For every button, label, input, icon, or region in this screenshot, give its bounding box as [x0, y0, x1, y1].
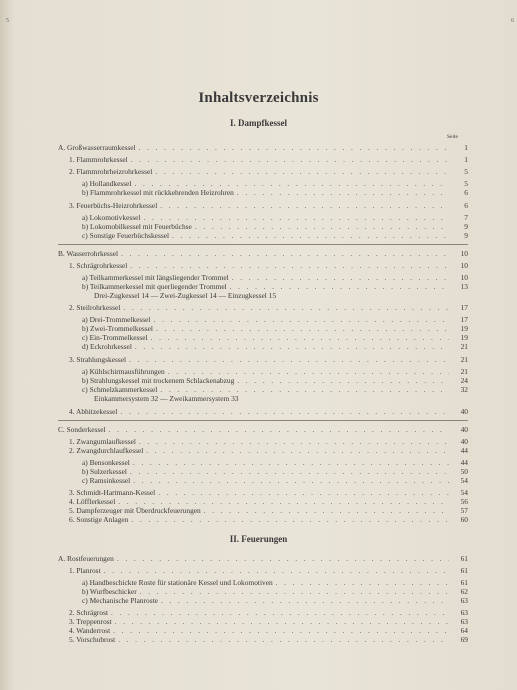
divider — [58, 244, 468, 245]
toc-entry-schraegrohrkessel: 1. Schrägrohrkessel . . . 10 — [69, 261, 468, 270]
toc-entry-flammrohrkessel: 1. Flammrohrkessel . . . 1 — [69, 155, 468, 164]
toc-entry-planrost: 1. Planrost . . . 61 — [69, 566, 468, 575]
toc-entry-handbeschickte-roste: a) Handbeschickte Roste für stationäre Kessel und Lokomotiven . . . 61 — [82, 578, 468, 587]
toc-entry-sonderkessel: C. Sonderkessel . . . 40 — [58, 425, 468, 434]
toc-entry-rostfeuerungen: A. Rostfeuerungen . . . 61 — [58, 554, 468, 563]
toc-entry-dampferzeuger-ueberdruck: 5. Dampferzeuger mit Überdruckfeuerungen . . . 57 — [69, 506, 468, 515]
toc-entry-grosswasserraumkessel: A. Großwasserraumkessel . . . 1 — [58, 143, 468, 152]
toc-entry-wurfbeschicker: b) Wurfbeschicker . . . 62 — [82, 587, 468, 596]
toc-entry-flammrohrkessel-rueckkehrend: b) Flammrohrkessel mit rückkehrenden Heizrohren . . . 6 — [82, 188, 468, 197]
toc-entry-lokomobilkessel: b) Lokomobilkessel mit Feuerbüchse . . . 9 — [82, 222, 468, 231]
toc-entry-eckrohrkessel: d) Eckrohrkessel . . . 21 — [82, 342, 468, 351]
toc-entry-flammrohrheizrohrkessel: 2. Flammrohrheizrohrkessel . . . 5 — [69, 167, 468, 176]
toc-entry-steilrohrkessel: 2. Steilrohrkessel . . . 17 — [69, 303, 468, 312]
toc-entry-hollandkessel: a) Hollandkessel . . . 5 — [82, 179, 468, 188]
toc-entry-zwangumlaufkessel: 1. Zwangumlaufkessel . . . 40 — [69, 437, 468, 446]
toc-entry-bensonkessel: a) Bensonkessel . . . 44 — [82, 458, 468, 467]
toc-entry-teilkammer-laengs: a) Teilkammerkessel mit längsliegender Trommel . . . 10 — [82, 273, 468, 282]
toc-entry-loefflerkessel: 4. Löfflerkessel . . . 56 — [69, 497, 468, 506]
toc-entry-wanderrost: 4. Wanderrost . . . 64 — [69, 626, 468, 635]
toc-subline-kammersystem: Einkammersystem 32 — Zweikammersystem 33 — [94, 394, 239, 403]
page-column-label: Seite — [447, 134, 458, 140]
toc-entry-sonstige-feuerbuechskessel: c) Sonstige Feuerbüchskessel . . . 9 — [82, 231, 468, 240]
toc-entry-strahlungskessel: 3. Strahlungskessel . . . 21 — [69, 355, 468, 364]
toc-entry-teilkammer-quer: b) Teilkammerkessel mit querliegender Trommel . . . 13 — [82, 282, 468, 291]
toc-entry-sulzerkessel: b) Sulzerkessel . . . 50 — [82, 467, 468, 476]
toc-entry-ramsinkessel: c) Ramsinkessel . . . 54 — [82, 476, 468, 485]
divider — [58, 420, 468, 421]
toc-entry-strahlungskessel-schlackenabzug: b) Strahlungskessel mit trockenem Schlackenabzug . . . 24 — [82, 376, 468, 385]
toc-entry-mechanische-planroste: c) Mechanische Planroste . . . 63 — [82, 596, 468, 605]
page-corner-mark-right: 6 — [511, 18, 514, 24]
page-title: Inhaltsverzeichnis — [198, 90, 319, 106]
toc-entry-drei-trommelkessel: a) Drei-Trommelkessel . . . 17 — [82, 315, 468, 324]
toc-entry-lokomotivkessel: a) Lokomotivkessel . . . 7 — [82, 213, 468, 222]
toc-entry-zwei-trommelkessel: b) Zwei-Trommelkessel . . . 19 — [82, 324, 468, 333]
section-heading-dampfkessel: I. Dampfkessel — [229, 118, 287, 128]
page-corner-mark-left: 5 — [6, 18, 9, 24]
toc-entry-sonstige-anlagen: 6. Sonstige Anlagen . . . 60 — [69, 515, 468, 524]
toc-entry-kuehlschirmausfuehrungen: a) Kühlschirmausführungen . . . 21 — [82, 367, 468, 376]
toc-entry-schmidt-hartmann-kessel: 3. Schmidt-Hartmann-Kessel . . . 54 — [69, 488, 468, 497]
toc-entry-zwangdurchlaufkessel: 2. Zwangdurchlaufkessel . . . 44 — [69, 446, 468, 455]
toc-entry-abhitzekessel: 4. Abhitzekessel . . . 40 — [69, 407, 468, 416]
toc-entry-schraegrost: 2. Schrägrost . . . 63 — [69, 608, 468, 617]
toc-entry-treppenrost: 3. Treppenrost . . . 63 — [69, 617, 468, 626]
toc-entry-schmelzkammerkessel: c) Schmelzkammerkessel . . . 32 — [82, 385, 468, 394]
toc-entry-wasserrohrkessel: B. Wasserrohrkessel . . . 10 — [58, 249, 468, 258]
toc-entry-vorschubrost: 5. Vorschubrost . . . 69 — [69, 635, 468, 644]
toc-entry-ein-trommelkessel: c) Ein-Trommelkessel . . . 19 — [82, 333, 468, 342]
toc-subline-zugkessel: Drei-Zugkessel 14 — Zwei-Zugkessel 14 — Einzugkessel 15 — [94, 291, 277, 300]
section-heading-feuerungen: II. Feuerungen — [229, 534, 288, 544]
toc-entry-feuerbuechs-heizrohrkessel: 3. Feuerbüchs-Heizrohrkessel . . . 6 — [69, 201, 468, 210]
